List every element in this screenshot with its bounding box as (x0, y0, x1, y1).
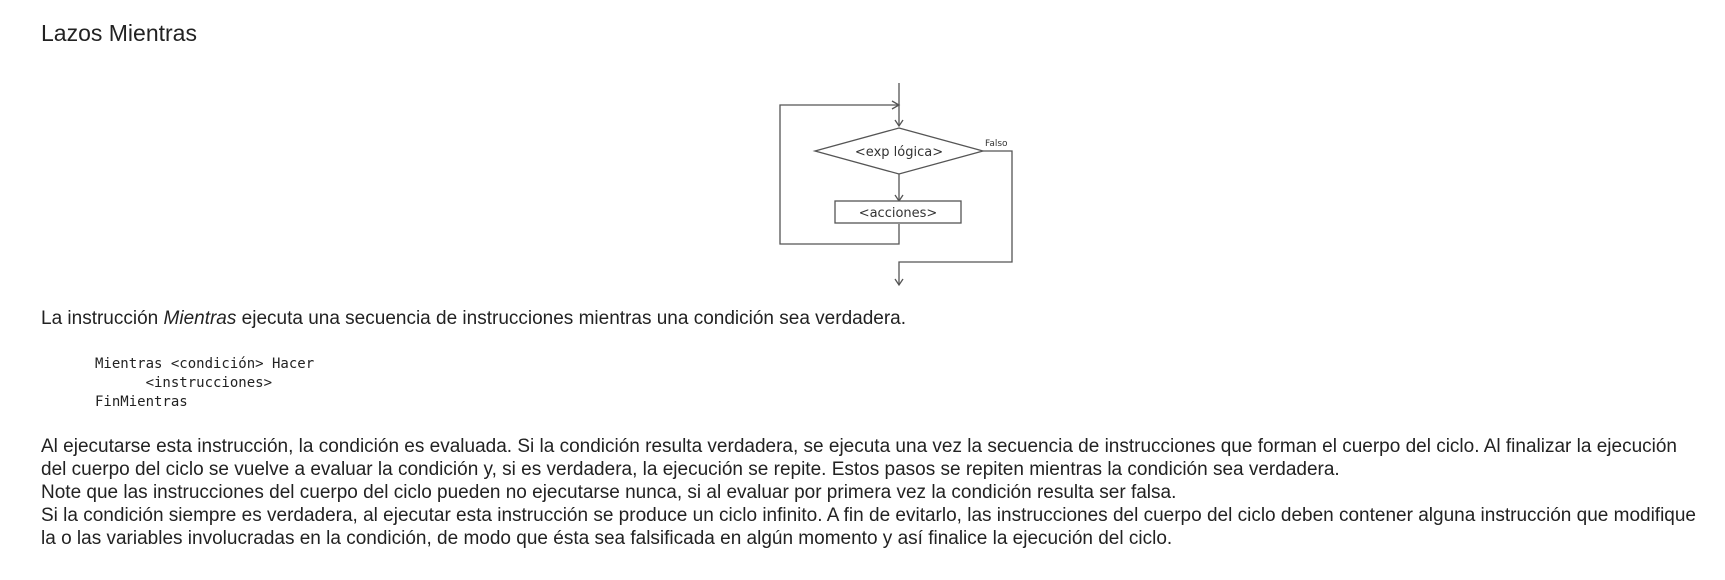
mientras-keyword: Mientras (163, 308, 237, 329)
code-line: <instrucciones> (95, 375, 273, 391)
code-block (95, 355, 314, 412)
actions-label: <acciones> (858, 206, 938, 221)
page-title: Lazos Mientras (41, 20, 197, 46)
intro-after: ejecuta una secuencia de instrucciones mientras una condición sea verdadera. (236, 308, 907, 329)
code-line: Mientras <condición> Hacer (95, 356, 315, 372)
condition-label: <exp lógica> (854, 145, 944, 160)
explanation-paragraph: Note que las instrucciones del cuerpo del ciclo pueden no ejecutarse nunca, si al evaluar por primera vez la condición resulta ser falsa. (41, 482, 1177, 503)
while-loop-flowchart (772, 78, 1022, 288)
explanation-paragraph: Al ejecutarse esta instrucción, la condición es evaluada. Si la condición resulta verdadera, se ejecuta una vez la secuencia de instrucciones que forman el cuerpo del ciclo. Al finalizar la ejecución del cuerpo del ciclo se vuelve a evaluar la condición y, si es verdadera, la ejecución se repite. Estos pasos se repiten mientras la condición sea verdadera. (41, 436, 1677, 480)
intro-paragraph (41, 308, 906, 330)
explanation-paragraph: Si la condición siempre es verdadera, al ejecutar esta instrucción se produce un ciclo infinito. A fin de evitarlo, las instrucciones del cuerpo del ciclo deben contener alguna instrucción que modifique la o las variables involucradas en la condición, de modo que ésta sea falsificada en algún momento y así finalice la ejecución del ciclo. (41, 505, 1697, 549)
false-label: Falso (985, 139, 1008, 149)
code-line: FinMientras (95, 394, 188, 410)
explanation-text (41, 435, 1701, 550)
intro-before: La instrucción (41, 308, 164, 329)
